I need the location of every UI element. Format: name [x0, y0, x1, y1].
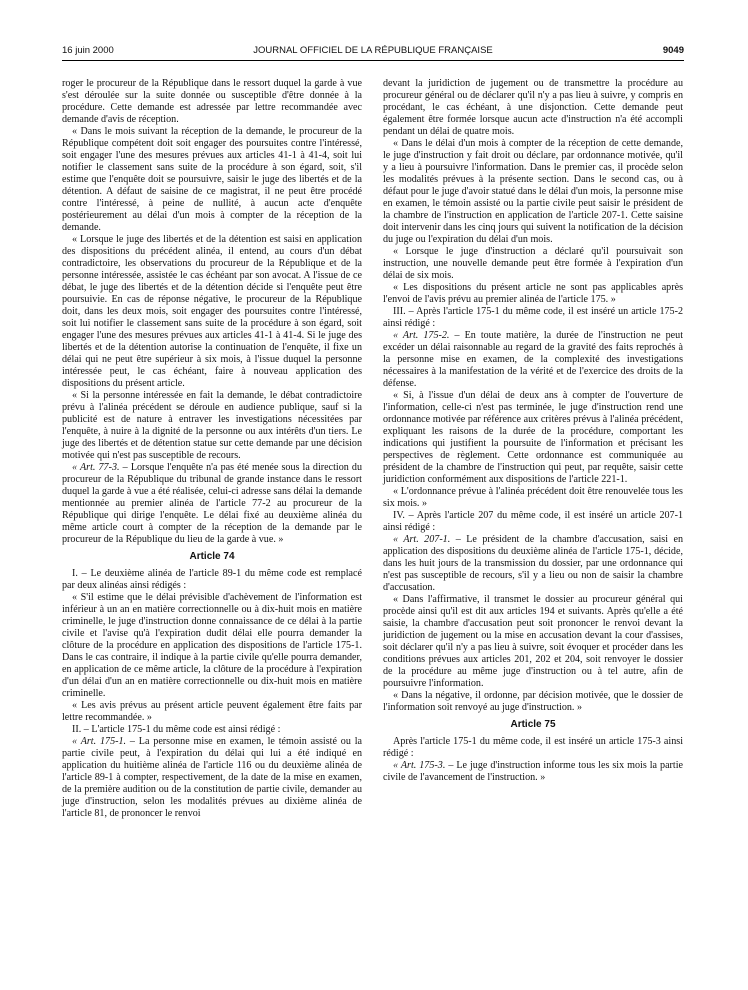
- article-text: – En toute matière, la durée de l'instruction ne peut excéder un délai raisonnable au regard de la gravité des faits reprochés à la personne mise en examen, de la complexité des investigations nécessaires à la manifestation de la vérité et de l'exercice des droits de la défense.: [383, 330, 684, 389]
- page-header: [62, 44, 684, 60]
- paragraph: « Lorsque le juge d'instruction a déclaré qu'il poursuivait son instruction, une nouvelle demande peut être formée à l'expiration d'un délai de six mois.: [383, 246, 683, 281]
- paragraph: Après l'article 175-1 du même code, il est inséré un article 175-3 ainsi rédigé :: [383, 736, 683, 759]
- article-heading: Article 75: [510, 719, 556, 730]
- paragraph: « Dans la négative, il ordonne, par décision motivée, que le dossier de l'information soit renvoyé au juge d'instruction. »: [383, 690, 683, 713]
- article-text: – Lorsque l'enquête n'a pas été menée sous la direction du procureur de la République du tribunal de grande instance dans le ressort duquel la garde à vue a été réalisée, celui-ci adresse sans délai la demande mentionnée au premier alinéa de l'article 77-2 au procureur de la République qui dirige l'enquête. Le délai fixé au deuxième alinéa du même article court à compter de la réception de la demande par le procureur de la République du lieu de la garde à vue. »: [62, 462, 363, 545]
- paragraph: « Si la personne intéressée en fait la demande, le débat contradictoire prévu à l'alinéa précédent se déroule en audience publique, sauf si la publicité est de nature à entraver les investigations nécessitées par l'enquête, à nuire à la dignité de la personne ou aux intérêts d'un tiers. Le juge des libertés et de détention statue sur cette demande par une décision motivée qui n'est pas susceptible de recours.: [62, 390, 362, 461]
- paragraph: III. – Après l'article 175-1 du même code, il est inséré un article 175-2 ainsi rédigé :: [383, 306, 683, 329]
- paragraph: [383, 330, 683, 390]
- paragraph: devant la juridiction de jugement ou de transmettre la procédure au procureur général ou de déclarer qu'il n'y a pas lieu à suivre, y compris en procédant, le cas échéant, à une disjonction. Cette demande peut également être formée lorsque aucun acte d'instruction n'a été accompli pendant un délai de quatre mois.: [383, 78, 683, 137]
- paragraph: [383, 760, 683, 784]
- paragraph: IV. – Après l'article 207 du même code, il est inséré un article 207-1 ainsi rédigé :: [383, 510, 683, 533]
- article-reference: « Art. 175-1.: [72, 736, 127, 747]
- journal-title: JOURNAL OFFICIEL DE LA RÉPUBLIQUE FRANÇAISE: [253, 45, 493, 56]
- article-reference: « Art. 207-1.: [393, 534, 451, 545]
- paragraph: [62, 736, 362, 820]
- header-rule: [62, 60, 684, 61]
- issue-date: 16 juin 2000: [62, 45, 114, 56]
- article-reference: « Art. 77-3.: [72, 462, 120, 473]
- left-column: [62, 78, 362, 820]
- paragraph: [383, 534, 683, 594]
- paragraph: I. – Le deuxième alinéa de l'article 89-1 du même code est remplacé par deux alinéas ainsi rédigés :: [62, 568, 362, 591]
- paragraph: « Les avis prévus au présent article peuvent également être faits par lettre recommandée. »: [62, 700, 362, 723]
- paragraph: « Dans l'affirmative, il transmet le dossier au procureur général qui procède ainsi qu'il est dit aux articles 194 et suivants. Après qu'elle a été saisie, la chambre d'accusation peut soit prononcer le renvoi devant la juridiction de jugement ou la mise en accusation devant la cour d'assises, soit déclarer qu'il n'y a pas lieu à suivre, soit évoquer et procéder dans les conditions prévues aux articles 201, 202 et 204, soit renvoyer le dossier de la procédure au même juge d'instruction ou à tel autre, afin de poursuivre l'information.: [383, 594, 683, 689]
- right-column: [383, 78, 683, 784]
- article-reference: « Art. 175-2.: [393, 330, 450, 341]
- article-text: – Le président de la chambre d'accusation, saisi en application des dispositions du deuxième alinéa de l'article 175-1, décide, dans les huit jours de la transmission du dossier, par une ordonnance qui n'est pas susceptible de recours, s'il y a lieu ou non de saisir la chambre d'accusation.: [383, 534, 684, 593]
- paragraph: « Dans le délai d'un mois à compter de la réception de cette demande, le juge d'instruction y fait droit ou déclare, par ordonnance motivée, qu'il y a lieu à poursuivre l'information. Dans le premier cas, il procède selon les modalités prévues à la présente section. Dans le second cas, ou à défaut pour le juge d'avoir statué dans le délai d'un mois, la personne mise en examen, le témoin assisté ou la partie civile peut saisir le président de la chambre de l'instruction en application de l'article 207-1. Cette saisine doit intervenir dans les cinq jours qui suivent la notification de la décision du juge ou l'expiration du délai d'un mois.: [383, 138, 683, 245]
- article-text: – La personne mise en examen, le témoin assisté ou la partie civile peut, à l'expiration du délai qui lui a été indiqué en application du huitième alinéa de l'article 116 ou du deuxième alinéa de l'article 89-1 à compter, respectivement, de la date de la mise en examen, de la première audition ou de la constitution de partie civile, demander au juge d'instruction, selon les modalités prévues au dixième alinéa de l'article 81, de prononcer le renvoi: [62, 736, 363, 819]
- paragraph: « Lorsque le juge des libertés et de la détention est saisi en application des dispositions du précédent alinéa, il entend, au cours d'un débat contradictoire, les observations du procureur de la République et de la personne intéressée, assistée le cas échéant par son avocat. A l'issue de ce débat, le juge des libertés et de la détention décide si l'enquête peut être poursuivie. En cas de réponse négative, le procureur de la République doit, dans les deux mois, soit engager des poursuites contre l'intéressé, soit lui notifier le classement sans suite de la procédure à son égard, soit engager l'une des mesures prévues aux articles 41-1 à 41-4. Si le juge des libertés et de la détention autorise la continuation de l'enquête, il fixe un délai qui ne peut être supérieur à six mois, à l'issue duquel la personne intéressée peut, le cas échéant, faire à nouveau application des dispositions du présent article.: [62, 234, 362, 389]
- paragraph: « L'ordonnance prévue à l'alinéa précédent doit être renouvelée tous les six mois. »: [383, 486, 683, 509]
- article-text: – Le juge d'instruction informe tous les six mois la partie civile de l'avancement de l'instruction. »: [383, 760, 684, 783]
- article-reference: « Art. 175-3.: [393, 760, 446, 771]
- paragraph: « S'il estime que le délai prévisible d'achèvement de l'information est inférieur à un an en matière correctionnelle ou à dix-huit mois en matière criminelle, le juge d'instruction donne connaissance de ce délai à la partie civile et l'avise qu'à l'expiration dudit délai elle pourra demander la clôture de la procédure en application des dispositions de l'article 175-1. Dans le cas contraire, il indique à la partie civile qu'elle pourra demander, en application de ce même article, la clôture de la procédure à l'expiration d'un délai d'un an en matière correctionnelle ou dix-huit mois en matière criminelle.: [62, 592, 362, 699]
- paragraph: « Dans le mois suivant la réception de la demande, le procureur de la République compétent doit soit engager des poursuites contre l'intéressé, soit engager l'une des mesures prévues aux articles 41-1 à 41-4, soit lui notifier le classement sans suite de la procédure à son égard, soit, s'il estime que l'enquête doit se poursuivre, saisir le juge des libertés et de la détention. A défaut de saisine de ce magistrat, il ne peut être procédé contre l'intéressé, à peine de nullité, à aucun acte d'enquête postérieurement au délai d'un mois à compter de la réception de la demande.: [62, 126, 362, 233]
- paragraph: « Les dispositions du présent article ne sont pas applicables après l'envoi de l'avis prévu au premier alinéa de l'article 175. »: [383, 282, 683, 305]
- paragraph: roger le procureur de la République dans le ressort duquel la garde à vue s'est déroulée sur la suite donnée ou susceptible d'être donnée à la procédure. Cette demande est adressée par lettre recommandée avec demande d'avis de réception.: [62, 78, 362, 125]
- paragraph: « Si, à l'issue d'un délai de deux ans à compter de l'ouverture de l'information, celle-ci n'est pas terminée, le juge d'instruction rend une ordonnance motivée par référence aux critères prévus à l'alinéa précédent, expliquant les raisons de la durée de la procédure, comportant les indications qui justifient la poursuite de l'information et précisant les perspectives de règlement. Cette ordonnance est communiquée au président de la chambre de l'instruction qui peut, par requête, saisir cette juridiction conformément aux dispositions de l'article 221-1.: [383, 390, 683, 485]
- paragraph: [62, 462, 362, 546]
- page-number: 9049: [662, 45, 684, 56]
- paragraph: II. – L'article 175-1 du même code est ainsi rédigé :: [72, 724, 281, 735]
- article-heading: Article 74: [189, 551, 235, 562]
